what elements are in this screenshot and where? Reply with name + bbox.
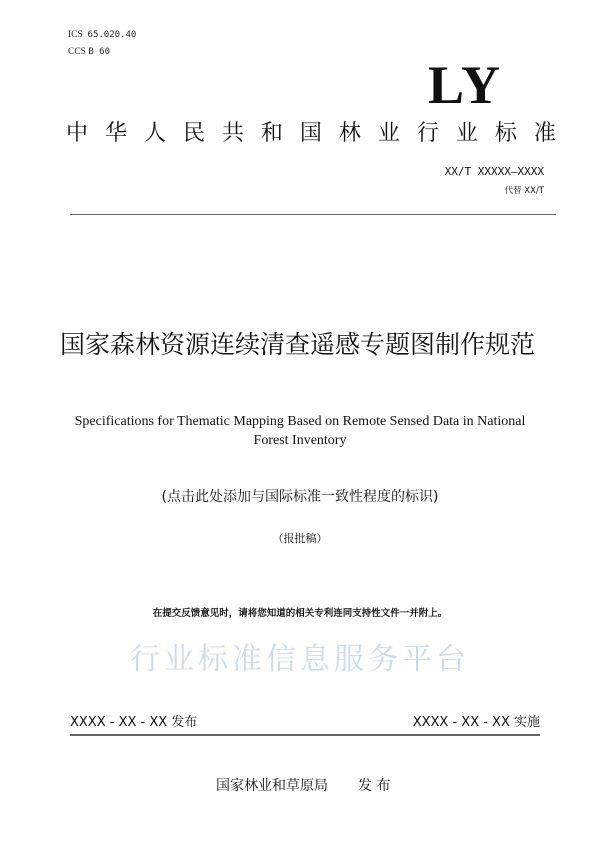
consistency-note[interactable]: (点击此处添加与国际标准一致性程度的标识) <box>161 489 439 505</box>
ccs-value: B 60 <box>88 47 111 57</box>
draft-status: （报批稿） <box>272 532 328 545</box>
issuer-name: 国家林业和草原局 <box>216 778 328 794</box>
org-char: 华 <box>104 121 127 146</box>
org-char: 行 <box>416 121 439 146</box>
standard-number: XX/T XXXXX—XXXX <box>444 165 544 178</box>
ccs-code <box>68 47 110 57</box>
org-char: 中 <box>66 121 89 146</box>
replaces-standard: 代替 XX/T <box>504 186 544 196</box>
org-char: 业 <box>377 121 400 146</box>
org-char: 民 <box>182 121 205 146</box>
ics-code <box>68 30 136 40</box>
org-char: 准 <box>533 121 556 146</box>
watermark: 行业标准信息服务平台 <box>130 642 470 677</box>
document-title <box>0 328 600 362</box>
footer-divider <box>70 734 540 736</box>
org-char: 人 <box>143 121 166 146</box>
publish-date: XXXX - XX - XX 发布 <box>70 715 198 730</box>
header-divider <box>70 214 556 215</box>
patent-note: 在提交反馈意见时，请将您知道的相关专利连同支持性文件一并附上。 <box>152 608 448 619</box>
org-char: 林 <box>338 121 361 146</box>
issuer-line <box>216 775 390 795</box>
org-char: 业 <box>455 121 478 146</box>
organization-heading <box>66 116 556 147</box>
ly-logo: LY <box>428 55 503 115</box>
org-char: 和 <box>260 121 283 146</box>
issue-label: 发 布 <box>358 778 391 794</box>
ics-label: ICS <box>68 30 83 40</box>
implement-date: XXXX - XX - XX 实施 <box>412 715 540 730</box>
english-title <box>0 412 600 450</box>
org-char: 标 <box>494 121 517 146</box>
ccs-label: CCS <box>68 47 86 57</box>
ics-value: 65.020.40 <box>87 30 137 40</box>
org-char: 国 <box>299 121 322 146</box>
title-cn: 国家森林资源连续清查遥感专题图制作规范 <box>60 330 536 359</box>
title-en: Specifications for Thematic Mapping Based on Remote Sensed Data in National Forest Inventory <box>74 414 526 448</box>
org-char: 共 <box>221 121 244 146</box>
